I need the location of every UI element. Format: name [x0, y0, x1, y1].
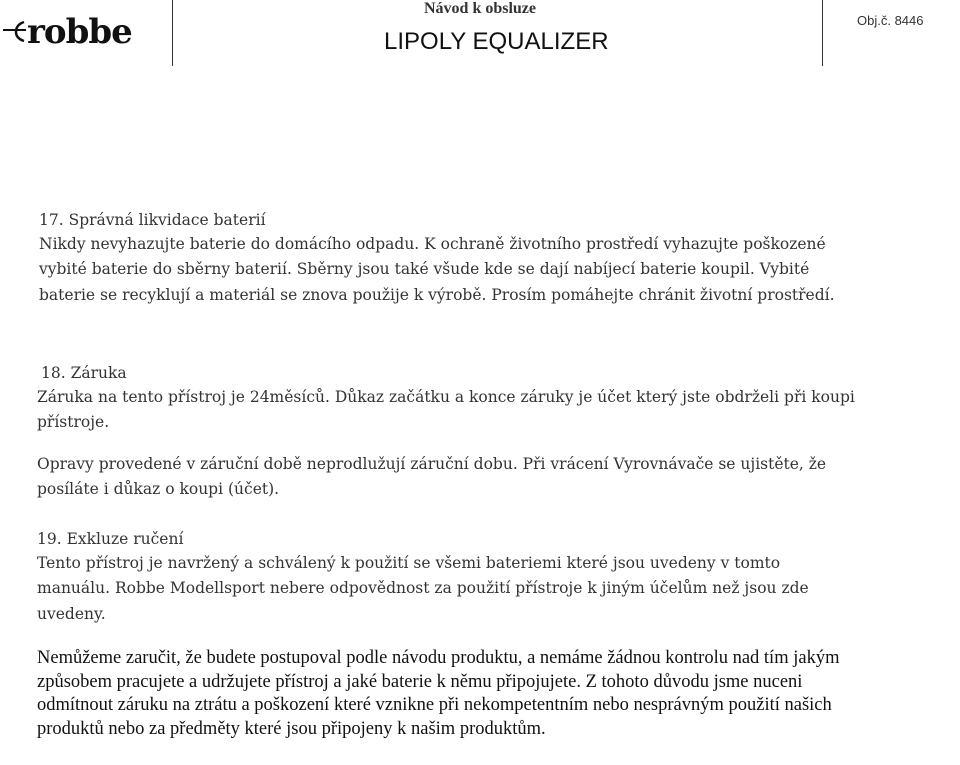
order-number: Obj.č. 8446: [857, 13, 924, 28]
section-text: Záruka na tento přístroj je 24měsíců. Důkaz začátku a konce záruky je účet který jste obdrželi při koupi přístroje.: [37, 388, 855, 432]
page-header: [0, 0, 960, 66]
section-text: Nemůžeme zaručit, že budete postupoval podle návodu produktu, a nemáme žádnou kontrolu nad tím jakým způsobem pracujete a udržujete přístroj a jaké baterie k němu připojujete. Z tohoto důvodu jsme nuceni odmítnout záruku na ztrátu a poškození které vznikne při nekompetentním nebo nesprávným použití našich produktů nebo za předměty které jsou připojeny k našim produktům.: [37, 648, 840, 739]
section-warranty: [37, 361, 867, 502]
section-disposal: [39, 208, 849, 308]
document-type: Návod k obsluze: [423, 0, 537, 17]
product-title: LIPOLY EQUALIZER: [384, 28, 609, 55]
section-text: Tento přístroj je navržený a schválený k použití se všemi bateriemi které jsou uvedeny v tomto manuálu. Robbe Modellsport nebere odpovědnost za použití přístroje k jiným účelům než jsou zde uvedeny.: [37, 554, 809, 623]
logo-swoosh-icon: [2, 20, 28, 42]
section-text: Opravy provedené v záruční době neprodlužují záruční dobu. Při vrácení Vyrovnávače se ujistěte, že posíláte i důkaz o koupi (účet).: [37, 454, 827, 498]
robbe-logo: [0, 0, 170, 66]
logo-wordmark: robbe: [27, 12, 132, 52]
section-heading: 17. Správná likvidace baterií: [39, 211, 266, 229]
section-liability: [37, 647, 867, 741]
section-text: Nikdy nevyhazujte baterie do domácího odpadu. K ochraně životního prostředí vyhazujte poškozené vybité baterie do sběrny baterií. Sběrny jsou také všude kde se dají nabíjecí baterie koupil. Vybité baterie se recyklují a materiál se znova použije k výrobě. Prosím pomáhejte chránit životní prostředí.: [39, 235, 835, 304]
section-heading: 19. Exkluze ručení: [37, 530, 184, 548]
section-heading: 18. Záruka: [41, 364, 127, 382]
header-divider: [172, 0, 173, 66]
section-exclusion: [37, 527, 837, 627]
header-divider: [822, 0, 823, 66]
